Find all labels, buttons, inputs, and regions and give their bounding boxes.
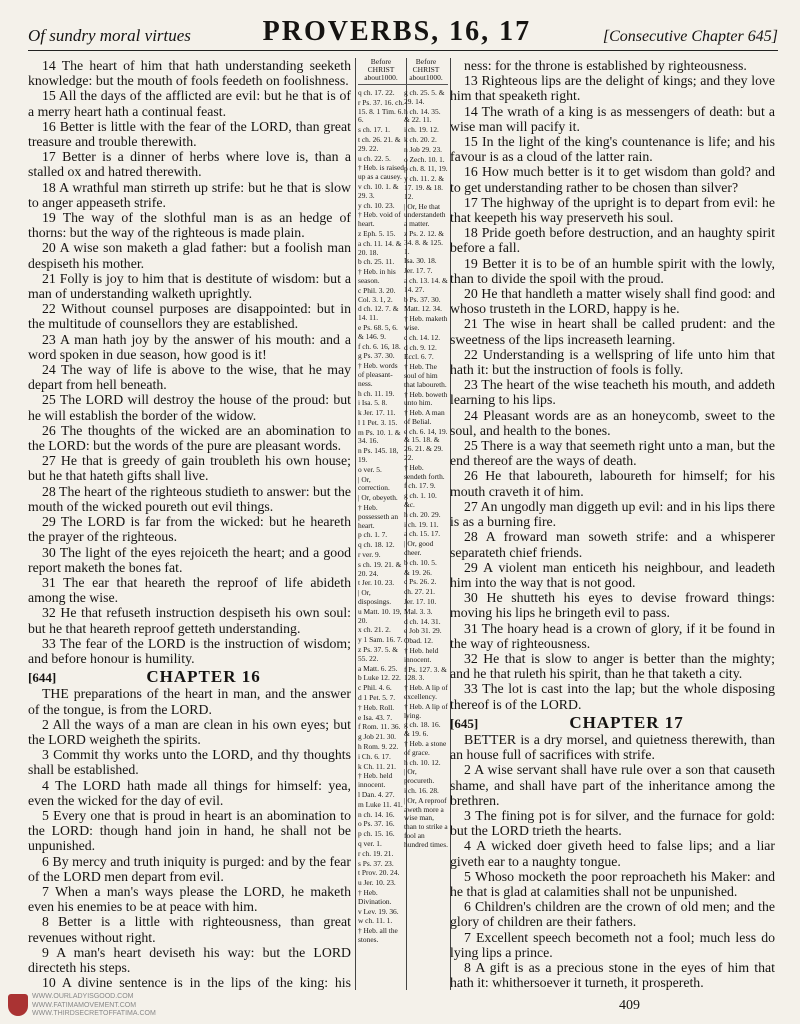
verse: 9 A man's heart deviseth his way: but the LORD directeth his steps.	[28, 944, 351, 975]
chapter-heading	[28, 669, 351, 685]
verse: 26 The thoughts of the wicked are an abomination to the LORD: but the words of the pure are pleasant words.	[28, 422, 351, 454]
cross-reference: w ch. 11. 1.	[358, 916, 393, 926]
verse: 28 A froward man soweth strife: and a whisperer separateth chief friends.	[450, 529, 775, 560]
cross-reference: o Zech. 10. 1.	[404, 154, 445, 164]
cross-reference: v ch. 10. 1. & 29. 3.	[358, 181, 399, 200]
verse: 25 The LORD will destroy the house of the proud: but he will establish the border of the widow.	[28, 392, 351, 423]
verse: 15 In the light of the king's countenance is life; and his favour is as a cloud of the latter rain.	[450, 134, 775, 165]
cross-reference: Jer. 17. 7.	[404, 266, 433, 276]
cross-reference: ch. 27. 21.	[404, 587, 435, 597]
verse: 6 By mercy and truth iniquity is purged: and by the fear of the LORD men depart from evil.	[28, 853, 351, 884]
cross-reference: † Heb. A man of Belial.	[404, 408, 445, 426]
cross-reference: i ch. 16. 28.	[404, 785, 439, 795]
cross-reference: s Ps. 37. 23.	[358, 858, 394, 868]
cross-reference: q ch. 17. 22.	[358, 88, 395, 97]
verse: 18 Pride goeth before destruction, and an haughty spirit before a fall.	[450, 225, 775, 256]
cross-reference: n Ps. 145. 18, 19.	[358, 446, 399, 465]
cross-reference: t ch. 26. 21. & 29. 22.	[358, 134, 401, 153]
cross-reference: l Dan. 4. 27.	[358, 789, 395, 799]
cross-reference: a ch. 13. 14. & 14. 27.	[404, 275, 448, 294]
cross-reference: f Ps. 127. 3. & 128. 3.	[404, 664, 447, 683]
verse: 22 Understanding is a wellspring of life unto him that hath it: but the instruction of fools is folly.	[450, 346, 775, 378]
cross-reference: e ch. 6. 14, 19. & 15. 18. & 26. 21. & 29. 22.	[404, 426, 448, 463]
cross-reference: b Ps. 37. 30.	[404, 294, 441, 304]
cross-reference-column-right	[402, 58, 451, 990]
cross-reference: f ch. 6. 16, 18.	[358, 341, 401, 351]
cross-reference: t Jer. 10. 23.	[358, 578, 395, 588]
cross-reference: a ch. 15. 17.	[404, 529, 441, 539]
cross-reference: t Prov. 20. 24.	[358, 868, 400, 878]
verse: 33 The fear of the LORD is the instruction of wisdom; and before honour is humility.	[28, 635, 351, 666]
cross-reference: r Ps. 37. 16. ch. 15. 8. 1 Tim. 6. 6.	[358, 97, 404, 125]
cross-reference: † Heb. Roll.	[358, 702, 395, 712]
cross-reference: n ch. 14. 16.	[358, 809, 395, 819]
cross-reference: h ch. 10. 12.	[404, 757, 441, 767]
cross-reference-column-left	[355, 58, 407, 990]
chapter-consecutive-number: [644]	[28, 670, 57, 686]
verse: 14 The wrath of a king is as messengers of death: but a wise man will pacify it.	[450, 103, 775, 134]
verse: 5 Every one that is proud in heart is an abomination to the LORD: though hand join in hand, he shall not be unpunished.	[28, 807, 351, 854]
verse: 21 Folly is joy to him that is destitute of wisdom: but a man of understanding walketh uprightly.	[28, 270, 351, 302]
cross-reference: i Ch. 6. 17.	[358, 751, 391, 761]
cross-reference: h ch. 14. 35. & 22. 11.	[404, 106, 441, 125]
cross-reference: d ch. 9. 12.	[404, 342, 437, 352]
cross-reference: † Heb. boweth unto him.	[404, 389, 448, 408]
cross-reference: † Heb. in his season.	[358, 267, 396, 285]
footer-link[interactable]: WWW.OURLADYISGOOD.COM	[32, 993, 134, 1001]
verse: 31 The hoary head is a crown of glory, if it be found in the way of righteousness.	[450, 620, 775, 651]
cross-reference: y ch. 10. 23.	[358, 200, 395, 210]
page-number: 409	[619, 998, 640, 1013]
cross-reference: m Luke 11. 41.	[358, 799, 403, 809]
verse: 32 He that refuseth instruction despiseth his own soul: but he that heareth reproof getteth understanding.	[28, 605, 351, 636]
right-text-column	[450, 58, 775, 990]
verse: 10 A divine sentence is in the lips of the king: his	[42, 975, 351, 990]
cross-reference: | Or, A reproof aweth more a wise man, than to strike a fool an hundred times.	[404, 795, 448, 849]
verse: 20 A wise son maketh a glad father: but a foolish man despiseth his mother.	[28, 240, 351, 271]
cross-reference: b Luke 12. 22.	[358, 673, 401, 683]
cross-reference: y ch. 11. 2. & 17. 19. & 18. 12.	[404, 174, 445, 201]
verse: 7 Excellent speech becometh not a fool; much less do lying lips a prince.	[450, 929, 775, 960]
chapter-title: CHAPTER 16	[146, 667, 261, 687]
consecutive-chapter: [Consecutive Chapter 645]	[602, 28, 778, 45]
cross-reference: k Ch. 11. 21.	[358, 761, 396, 771]
cross-reference: r ver. 9.	[358, 550, 381, 560]
verse: 16 How much better is it to get wisdom than gold? and to get understanding rather to be chosen than silver?	[450, 164, 775, 195]
cross-reference: g ch. 18. 16. & 19. 6.	[404, 720, 441, 739]
cross-reference: † Heb. maketh wise.	[404, 314, 448, 332]
verse: 30 The light of the eyes rejoiceth the heart; and a good report maketh the bones fat.	[28, 544, 351, 575]
cross-reference: e Ps. 68. 5, 6. & 146. 9.	[358, 322, 398, 341]
footer-links[interactable]	[32, 993, 156, 1018]
cross-reference: a ch. 11. 14. & 20. 18.	[358, 238, 402, 257]
verse: 28 The heart of the righteous studieth to answer: but the mouth of the wicked poureth out evil things.	[28, 483, 351, 514]
cross-reference: † Heb. A lip of lying.	[404, 701, 448, 720]
chapter-title: CHAPTER 17	[569, 712, 684, 732]
cross-reference: s ch. 17. 1.	[358, 125, 391, 135]
cross-reference: † Heb. The soul of him that laboureth.	[404, 362, 447, 389]
cross-reference: d ch. 12. 7. & 14. 11.	[358, 304, 399, 323]
verse: 16 Better is little with the fear of the LORD, than great treasure and trouble therewith.	[28, 118, 351, 150]
cross-reference: Matt. 12. 34.	[404, 304, 442, 314]
cross-reference: † Heb. all the stones.	[358, 926, 398, 944]
cross-reference: Obad. 12.	[404, 636, 433, 646]
cross-reference: † Heb. is raised up as a causey.	[358, 163, 404, 182]
cross-reference: u ch. 22. 5.	[358, 153, 391, 163]
cross-reference: e Isa. 43. 7.	[358, 712, 393, 722]
cross-reference: | Or, He that understandeth a matter.	[404, 201, 446, 229]
cross-reference: o Ps. 37. 16.	[358, 819, 395, 829]
verse: 14 The heart of him that hath understanding seeketh knowledge: but the mouth of fools feedeth on foolishness.	[28, 58, 351, 89]
cross-reference: d ch. 14. 31.	[404, 616, 441, 626]
verse: 26 He that laboureth, laboureth for himself; for his mouth craveth it of him.	[450, 468, 775, 499]
cross-reference: | Or, correction.	[358, 474, 390, 493]
cross-reference: Mal. 3. 3.	[404, 606, 433, 616]
cross-reference: i ch. 19. 11.	[404, 519, 439, 529]
verse: 15 All the days of the afflicted are evil: but he that is of a merry heart hath a continual feast.	[28, 88, 351, 119]
verse: 6 Children's children are the crown of old men; and the glory of children are their fathers.	[450, 899, 775, 930]
cross-reference: y 1 Sam. 16. 7.	[358, 635, 403, 645]
cross-reference: i ch. 19. 12.	[404, 125, 439, 135]
cross-reference: d 1 Pet. 5. 7.	[358, 693, 396, 702]
cross-reference: n Job 29. 23.	[404, 144, 442, 154]
verse: 33 The lot is cast into the lap; but the whole disposing thereof is of the LORD.	[450, 681, 775, 712]
cross-reference: q ver. 1.	[358, 838, 382, 848]
cross-reference: Isa. 30. 18.	[404, 256, 437, 266]
verse: 4 A wicked doer giveth heed to false lips; and a liar giveth ear to a naughty tongue.	[450, 838, 775, 869]
verse: 29 The LORD is far from the wicked: but he heareth the prayer of the righteous.	[28, 514, 351, 545]
cross-reference: † Heb. a stone of grace.	[404, 738, 447, 757]
verse: 20 He that handleth a matter wisely shall find good: and whoso trusteth in the LORD, happy is he.	[450, 286, 775, 317]
cross-reference: o ver. 5.	[358, 464, 382, 474]
cross-reference: † Heb. A lip of excellency.	[404, 683, 448, 701]
footer-link[interactable]: WWW.FATIMAMOVEMENT.COM	[32, 1001, 137, 1009]
cross-reference: e Job 31. 29.	[404, 626, 442, 636]
cross-reference: † Heb. void of heart.	[358, 210, 401, 229]
book-title: PROVERBS, 16, 17	[262, 16, 532, 47]
verse: 30 He shutteth his eyes to devise froward things: moving his lips he bringeth evil to pass.	[450, 590, 775, 621]
verse: BETTER is a dry morsel, and quietness therewith, than an house full of sacrifices with strife.	[450, 731, 775, 763]
ref-header: Before CHRIST about1000.	[358, 58, 404, 85]
verse: THE preparations of the heart in man, and the answer of the tongue, is from the LORD.	[28, 686, 351, 717]
verse: 23 The heart of the wise teacheth his mouth, and addeth learning to his lips.	[450, 377, 775, 408]
cross-reference: † Heb. sendeth forth.	[404, 462, 445, 481]
chapter-heading	[450, 712, 775, 732]
cross-reference: b ch. 10. 5.	[404, 557, 437, 567]
cross-reference: u Jer. 10. 23.	[358, 878, 396, 888]
cross-reference: z Eph. 5. 15.	[358, 228, 396, 238]
cross-reference: c Ps. 26. 2.	[404, 577, 437, 587]
cross-reference: b ch. 25. 11.	[358, 257, 395, 267]
cross-reference: k ch. 20. 2.	[404, 134, 437, 144]
verse: 32 He that is slow to anger is better than the mighty; and he that ruleth his spirit, than he that taketh a city.	[450, 650, 775, 682]
cross-reference: | Or, procureth.	[404, 767, 435, 786]
verse: 8 Better is a little with righteousness, than great revenues without right.	[28, 914, 351, 945]
verse: 13 Righteous lips are the delight of kings; and they love him that speaketh right.	[450, 73, 775, 104]
page-header	[28, 8, 778, 51]
cross-reference: Jer. 17. 10.	[404, 597, 437, 607]
cross-reference: f Rom. 11. 36.	[358, 722, 401, 732]
verse: 27 An ungodly man diggeth up evil: and in his lips there is as a burning fire.	[450, 498, 775, 530]
cross-reference: z Ps. 2. 12. & 34. 8. & 125. 1.	[404, 228, 445, 256]
cross-reference: † Heb. possesseth an heart.	[358, 503, 399, 530]
cross-reference: c Phil. 4. 6.	[358, 683, 392, 693]
cross-reference: c ch. 14. 12.	[404, 332, 441, 342]
verse: 21 The wise in heart shall be called prudent: and the sweetness of the lips increaseth learning.	[450, 316, 775, 347]
cross-reference: s ch. 19. 21. & 20. 24.	[358, 559, 402, 578]
cross-reference: † Heb. held innocent.	[404, 646, 439, 664]
cross-reference: & 19. 26.	[404, 567, 432, 577]
cross-reference: k Jer. 17. 11.	[358, 408, 396, 418]
cross-reference: g Ps. 37. 30.	[358, 351, 395, 361]
cross-reference: † Heb. Divination.	[358, 887, 392, 906]
left-text-column	[28, 58, 351, 990]
verse: 23 A man hath joy by the answer of his mouth: and a word spoken in due season, how good is it!	[28, 331, 351, 362]
verse: 24 Pleasant words are as an honeycomb, sweet to the soul, and health to the bones.	[450, 407, 775, 438]
cross-reference: u Matt. 10. 19, 20.	[358, 606, 402, 625]
verse: 17 The highway of the upright is to depart from evil: he that keepeth his way preserveth his soul.	[450, 194, 775, 226]
cross-reference: h ch. 20. 29.	[404, 509, 441, 519]
cross-reference: v Lev. 19. 36.	[358, 906, 399, 916]
cross-reference: g ch. 1. 10. &c.	[404, 491, 437, 510]
cross-reference: | Or, disposings.	[358, 588, 392, 607]
cross-reference: c Phil. 3. 20. Col. 3. 1, 2.	[358, 285, 396, 304]
cross-reference: g Job 21. 30.	[358, 732, 396, 742]
chapter-consecutive-number: [645]	[450, 715, 479, 731]
cross-reference: | Or, good cheer.	[404, 539, 434, 558]
verse: 31 The ear that heareth the reproof of life abideth among the wise.	[28, 574, 351, 606]
cross-reference: p ch. 15. 16.	[358, 829, 395, 839]
verse: 27 He that is greedy of gain troubleth his own house; but he that hateth gifts shall live.	[28, 453, 351, 484]
verse: 7 When a man's ways please the LORD, he maketh even his enemies to be at peace with him.	[28, 883, 351, 915]
verse: ness: for the throne is established by righteousness.	[464, 58, 747, 73]
cross-reference: p ch. 1. 7.	[358, 530, 388, 540]
cross-reference: h ch. 11. 19.	[358, 388, 395, 398]
cross-reference: z Ps. 37. 5. & 55. 22.	[358, 645, 399, 663]
verse: 17 Better is a dinner of herbs where love is, than a stalled ox and hatred therewith.	[28, 149, 351, 180]
ref-header: Before CHRIST about1000.	[404, 58, 448, 85]
cross-reference: f ch. 17. 9.	[404, 481, 436, 491]
cross-reference: a Matt. 6. 25.	[358, 663, 398, 673]
cross-reference: p ch. 8. 11, 19.	[404, 164, 448, 174]
verse: 29 A violent man enticeth his neighbour, and leadeth him into the way that is not good.	[450, 559, 775, 590]
verse: 3 Commit thy works unto the LORD, and thy thoughts shall be established.	[28, 747, 351, 778]
cross-reference: r ch. 19. 21.	[358, 848, 394, 858]
verse: 24 The way of life is above to the wise, that he may depart from hell beneath.	[28, 362, 351, 393]
cross-reference: i Isa. 5. 8.	[358, 398, 388, 408]
cross-reference: Eccl. 6. 7.	[404, 352, 434, 362]
cross-reference: | Or, obeyeth.	[358, 493, 398, 503]
cross-reference: † Heb. words of pleasant-ness.	[358, 361, 398, 388]
verse: 2 A wise servant shall have rule over a son that causeth shame, and shall have part of the inheritance among the brethren.	[450, 762, 775, 808]
cross-reference: † Heb. held innocent.	[358, 771, 393, 790]
footer-link[interactable]: WWW.THIRDSECRETOFFATIMA.COM	[32, 1009, 156, 1017]
verse: 8 A gift is as a precious stone in the eyes of him that hath it: whithersoever it turneth, it prospereth.	[450, 959, 775, 990]
cross-reference: g ch. 25. 5. & 29. 14.	[404, 88, 445, 106]
cross-reference: l 1 Pet. 3. 15.	[358, 417, 398, 427]
site-logo	[8, 994, 28, 1016]
cross-reference: h Rom. 9. 22.	[358, 741, 399, 751]
verse: 5 Whoso mocketh the poor reproacheth his Maker: and he that is glad at calamities shall not be unpunished.	[450, 868, 775, 899]
verse: 22 Without counsel purposes are disappointed: but in the multitude of counsellors they are established.	[28, 301, 351, 332]
cross-reference: m Ps. 10. 1. & 34. 16.	[358, 427, 401, 446]
verse: 18 A wrathful man stirreth up strife: but he that is slow to anger appeaseth strife.	[28, 179, 351, 210]
cross-reference: x ch. 21. 2.	[358, 625, 391, 635]
verse: 3 The fining pot is for silver, and the furnace for gold: but the LORD trieth the hearts.	[450, 807, 775, 839]
verse: 4 The LORD hath made all things for himself: yea, even the wicked for the day of evil.	[28, 777, 351, 808]
verse: 19 The way of the slothful man is as an hedge of thorns: but the way of the righteous is made plain.	[28, 210, 351, 241]
cross-reference: q ch. 18. 12.	[358, 540, 395, 550]
verse: 25 There is a way that seemeth right unto a man, but the end thereof are the ways of death.	[450, 438, 775, 469]
verse: 2 All the ways of a man are clean in his own eyes; but the LORD weigheth the spirits.	[28, 716, 351, 747]
verse: 19 Better it is to be of an humble spirit with the lowly, than to divide the spoil with the proud.	[450, 255, 775, 286]
running-head-left: Of sundry moral virtues	[28, 26, 191, 45]
